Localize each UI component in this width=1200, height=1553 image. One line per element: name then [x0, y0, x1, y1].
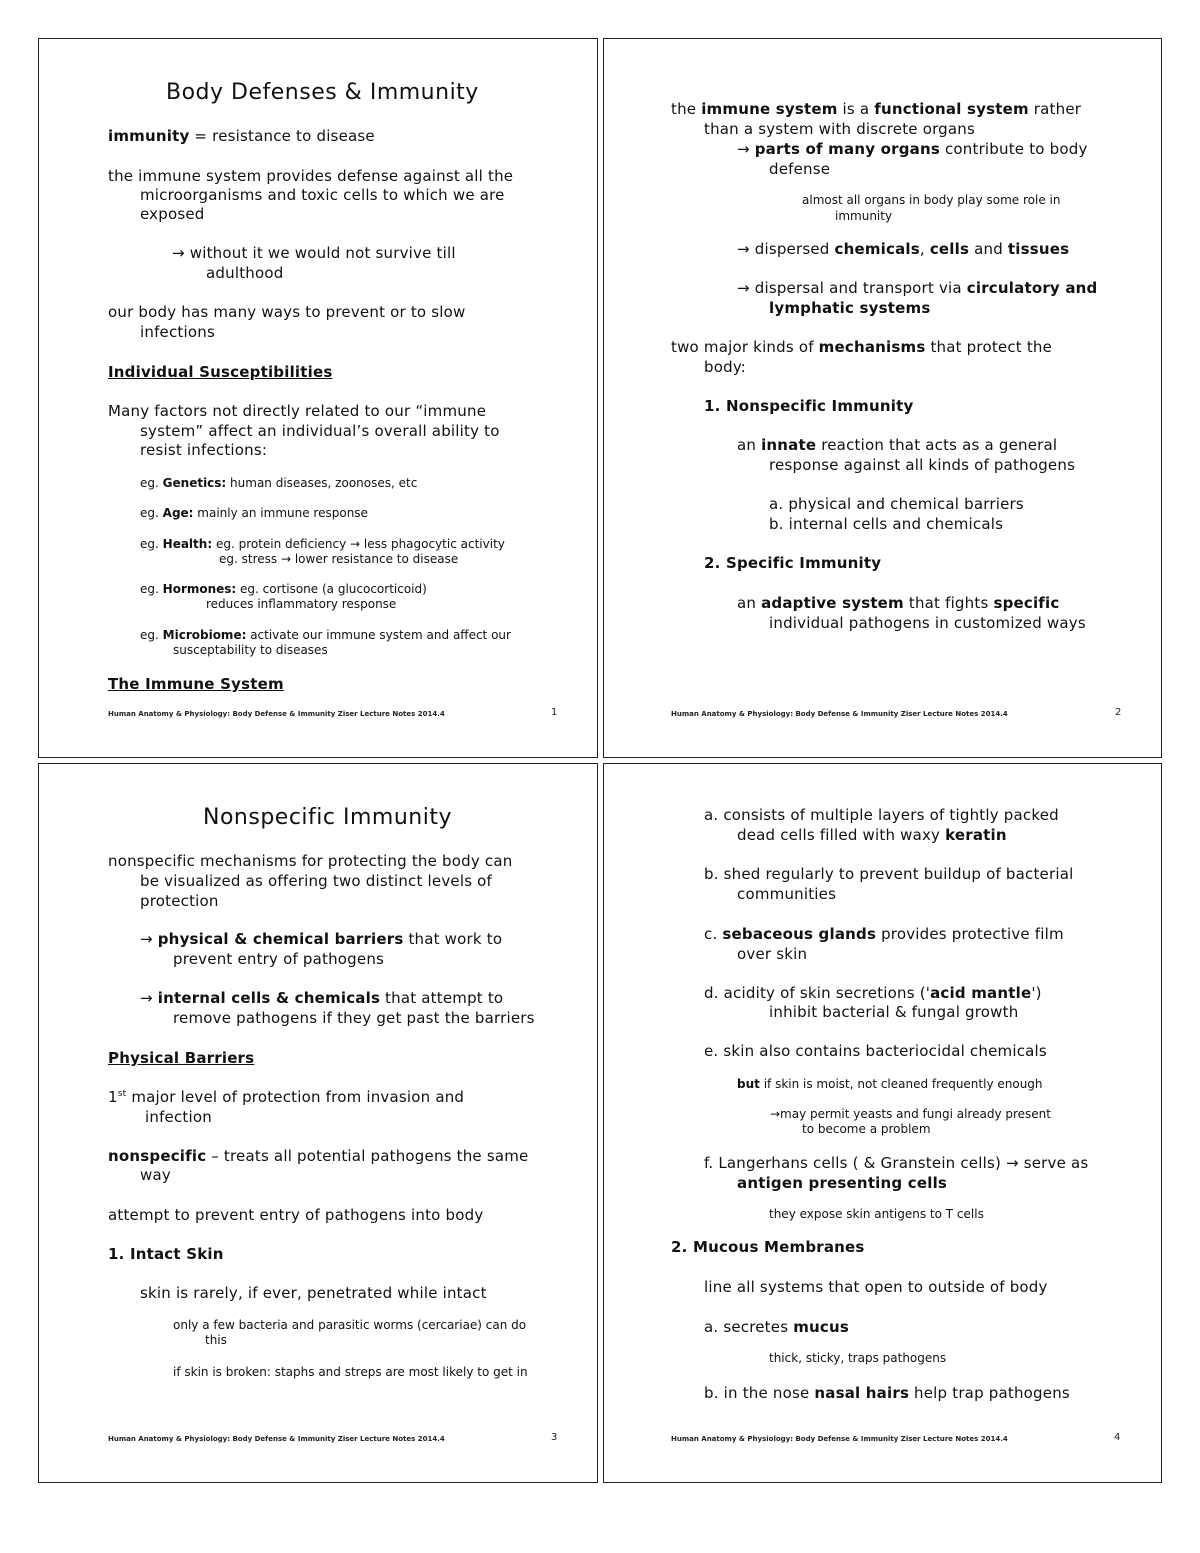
text-line: way [140, 1166, 171, 1184]
text-line: communities [737, 885, 837, 903]
text-line: the immune system is a functional system rather [671, 100, 1082, 118]
text-line: this [205, 1333, 227, 1347]
text-line: almost all organs in body play some role in [802, 193, 1061, 207]
slide-title: Nonspecific Immunity [203, 805, 452, 830]
text-line: remove pathogens if they get past the barriers [173, 1009, 535, 1027]
text-line: protection [140, 892, 219, 910]
list-item: c. sebaceous glands provides protective film [704, 925, 1064, 943]
page-number: 4 [1114, 1432, 1121, 1443]
text-line: → dispersal and transport via circulatory and [737, 279, 1098, 297]
slide-title: Body Defenses & Immunity [166, 80, 479, 105]
page-number: 3 [551, 1432, 558, 1443]
text-line: immunity [835, 209, 893, 223]
text-line: thick, sticky, traps pathogens [769, 1351, 947, 1365]
text-line: system” affect an individual’s overall ability to [140, 422, 500, 440]
text-line: nonspecific – treats all potential pathogens the same [108, 1147, 529, 1165]
text-line: individual pathogens in customized ways [769, 614, 1086, 632]
section-heading: 2. Specific Immunity [704, 554, 882, 572]
section-heading: 1. Nonspecific Immunity [704, 397, 914, 415]
example-microbiome: eg. Microbiome: activate our immune system and affect our [140, 628, 511, 642]
example-age: eg. Age: mainly an immune response [140, 506, 368, 520]
list-item: a. physical and chemical barriers [769, 495, 1024, 513]
text-line: infections [140, 323, 215, 341]
text-line: response against all kinds of pathogens [769, 456, 1076, 474]
text-line: if skin is broken: staphs and streps are most likely to get in [173, 1365, 528, 1379]
text-line: prevent entry of pathogens [173, 950, 385, 968]
text-line: defense [769, 160, 831, 178]
text-line: → internal cells & chemicals that attempt to [140, 989, 504, 1007]
slide-3 [38, 763, 598, 1483]
list-item: a. secretes mucus [704, 1318, 849, 1336]
page-number: 1 [551, 707, 558, 718]
list-item: b. shed regularly to prevent buildup of bacterial [704, 865, 1074, 883]
text-line: exposed [140, 205, 205, 223]
text-line: skin is rarely, if ever, penetrated while intact [140, 1284, 487, 1302]
text-line: an adaptive system that fights specific [737, 594, 1060, 612]
slide-footer: Human Anatomy & Physiology: Body Defense & Immunity Ziser Lecture Notes 2014.4 [671, 1435, 1008, 1443]
list-item: b. internal cells and chemicals [769, 515, 1004, 533]
text-line: → physical & chemical barriers that work to [140, 930, 503, 948]
example-genetics: eg. Genetics: human diseases, zoonoses, etc [140, 476, 418, 490]
text-line: → parts of many organs contribute to body [737, 140, 1088, 158]
text-line: the immune system provides defense against all the [108, 167, 514, 185]
text-line: susceptability to diseases [173, 643, 328, 657]
section-heading: The Immune System [108, 675, 284, 693]
text-line: they expose skin antigens to T cells [769, 1207, 984, 1221]
text-line: only a few bacteria and parasitic worms (cercariae) can do [173, 1318, 527, 1332]
text-line: lymphatic systems [769, 299, 931, 317]
list-item: d. acidity of skin secretions ('acid mantle') [704, 984, 1042, 1002]
example-health: eg. Health: eg. protein deficiency → less phagocytic activity [140, 537, 505, 551]
text-line: → without it we would not survive till [172, 244, 456, 262]
text-line: Many factors not directly related to our “immune [108, 402, 487, 420]
text-line: to become a problem [802, 1122, 931, 1136]
text-line: two major kinds of mechanisms that protect the [671, 338, 1053, 356]
text-line: →may permit yeasts and fungi already present [770, 1107, 1051, 1121]
text-line: eg. stress → lower resistance to disease [219, 552, 459, 566]
text-line: adulthood [206, 264, 284, 282]
text-line: microorganisms and toxic cells to which we are [140, 186, 505, 204]
text-line: than a system with discrete organs [704, 120, 976, 138]
example-hormones: eg. Hormones: eg. cortisone (a glucocorticoid) [140, 582, 427, 596]
slide-4 [603, 763, 1162, 1483]
text-line: attempt to prevent entry of pathogens into body [108, 1206, 484, 1224]
text-line: line all systems that open to outside of body [704, 1278, 1048, 1296]
text-line: over skin [737, 945, 808, 963]
text-line: dead cells filled with waxy keratin [737, 826, 1007, 844]
text-line: → dispersed chemicals, cells and tissues [737, 240, 1070, 258]
text-line: reduces inflammatory response [206, 597, 397, 611]
text-line: resist infections: [140, 441, 268, 459]
slide-footer: Human Anatomy & Physiology: Body Defense & Immunity Ziser Lecture Notes 2014.4 [671, 710, 1008, 718]
section-heading: Physical Barriers [108, 1049, 255, 1067]
slide-1 [38, 38, 598, 758]
list-item: b. in the nose nasal hairs help trap pathogens [704, 1384, 1070, 1402]
text-line: infection [145, 1108, 212, 1126]
list-item: a. consists of multiple layers of tightly packed [704, 806, 1059, 824]
text-line: an innate reaction that acts as a general [737, 436, 1058, 454]
text-line: body: [704, 358, 747, 376]
text-line: our body has many ways to prevent or to slow [108, 303, 466, 321]
slide-footer: Human Anatomy & Physiology: Body Defense & Immunity Ziser Lecture Notes 2014.4 [108, 1435, 445, 1443]
list-item: e. skin also contains bacteriocidal chemicals [704, 1042, 1047, 1060]
text-line: but if skin is moist, not cleaned frequently enough [737, 1077, 1043, 1091]
section-heading: Individual Susceptibilities [108, 363, 333, 381]
list-item: f. Langerhans cells ( & Granstein cells) → serve as [704, 1154, 1089, 1172]
page-number: 2 [1115, 707, 1122, 718]
slide-2 [603, 38, 1162, 758]
text-line: 1st major level of protection from invasion and [108, 1088, 465, 1106]
text-line: nonspecific mechanisms for protecting the body can [108, 852, 513, 870]
text-line: immunity = resistance to disease [108, 127, 375, 145]
slide-footer: Human Anatomy & Physiology: Body Defense & Immunity Ziser Lecture Notes 2014.4 [108, 710, 445, 718]
text-line: antigen presenting cells [737, 1174, 948, 1192]
text-line: inhibit bacterial & fungal growth [769, 1003, 1019, 1021]
section-heading: 2. Mucous Membranes [671, 1238, 865, 1256]
section-heading: 1. Intact Skin [108, 1245, 224, 1263]
text-line: be visualized as offering two distinct levels of [140, 872, 493, 890]
